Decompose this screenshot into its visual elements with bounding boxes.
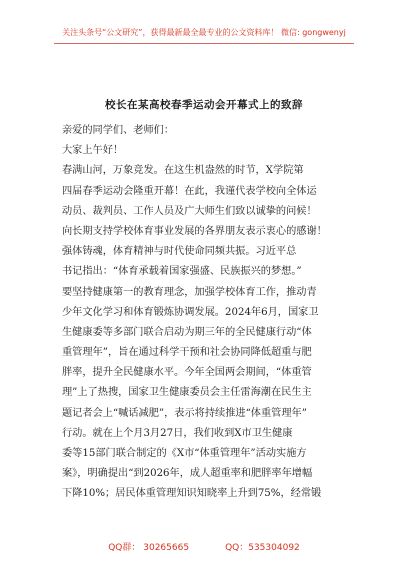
body-line: 少年文化学习和体育锻炼协调发展。2024年6月，国家卫: [62, 306, 319, 318]
body-line: 生健康委等多部门联合启动为期三年的全民健康行动“体: [62, 326, 312, 338]
body-line: 重管理年”，旨在通过科学干预和社会协同降低超重与肥: [62, 347, 312, 359]
body-line: 四届春季运动会隆重开幕！在此，我谨代表学校向全体运: [62, 185, 317, 197]
document-title: 校长在某高校春季运动会开幕式上的致辞: [105, 99, 303, 111]
body-line: 大家上午好！: [62, 145, 124, 157]
footer-qq-group: QQ群： 30265665: [108, 543, 190, 553]
document-body: [62, 121, 352, 505]
footer-qq: QQ：535304092: [225, 543, 300, 553]
body-line: 书记指出：“体育承载着国家强盛、民族振兴的梦想。”: [62, 266, 302, 278]
body-line: 委等15部门联合制定的《X市“体重管理年”活动实施方: [62, 448, 307, 459]
body-line: 动员、裁判员、工作人员及广大师生们致以诚挚的问候！: [62, 205, 317, 217]
header-notice: 关注头条号“公文研究”，获得最新最全最专业的公文资料库！ 微信: gongwenyj: [62, 28, 346, 37]
body-line: 行动。就在上个月3月27日，我们收到X市卫生健康: [62, 427, 293, 439]
body-line: 下降10%；居民体重管理知识知晓率上升到75%，经常锻: [62, 488, 322, 500]
body-line: 案》，明确提出“到2026年，成人超重率和肥胖率年增幅: [62, 468, 313, 480]
body-line: 强体铸魂，体育精神与时代使命同频共振。习近平总: [62, 246, 297, 258]
footer-contact: [0, 540, 408, 553]
body-line: 胖率，提升全民健康水平。今年全国两会期间，“体重管: [62, 367, 312, 379]
body-line: 春满山河，万象竞发。在这生机盎然的时节，X学院第: [62, 165, 304, 177]
body-line: 理”上了热搜，国家卫生健康委员会主任雷海潮在民生主: [62, 387, 312, 399]
header-divider: [54, 43, 354, 44]
body-line: 亲爱的同学们、老师们：: [62, 125, 175, 136]
body-line: 向长期支持学校体育事业发展的各界朋友表示衷心的感谢！: [62, 225, 327, 237]
body-line: 题记者会上“喊话减肥”，表示将持续推进“体重管理年”: [62, 407, 307, 419]
body-line: 要坚持健康第一的教育理念，加强学校体育工作，推动青: [62, 286, 317, 298]
